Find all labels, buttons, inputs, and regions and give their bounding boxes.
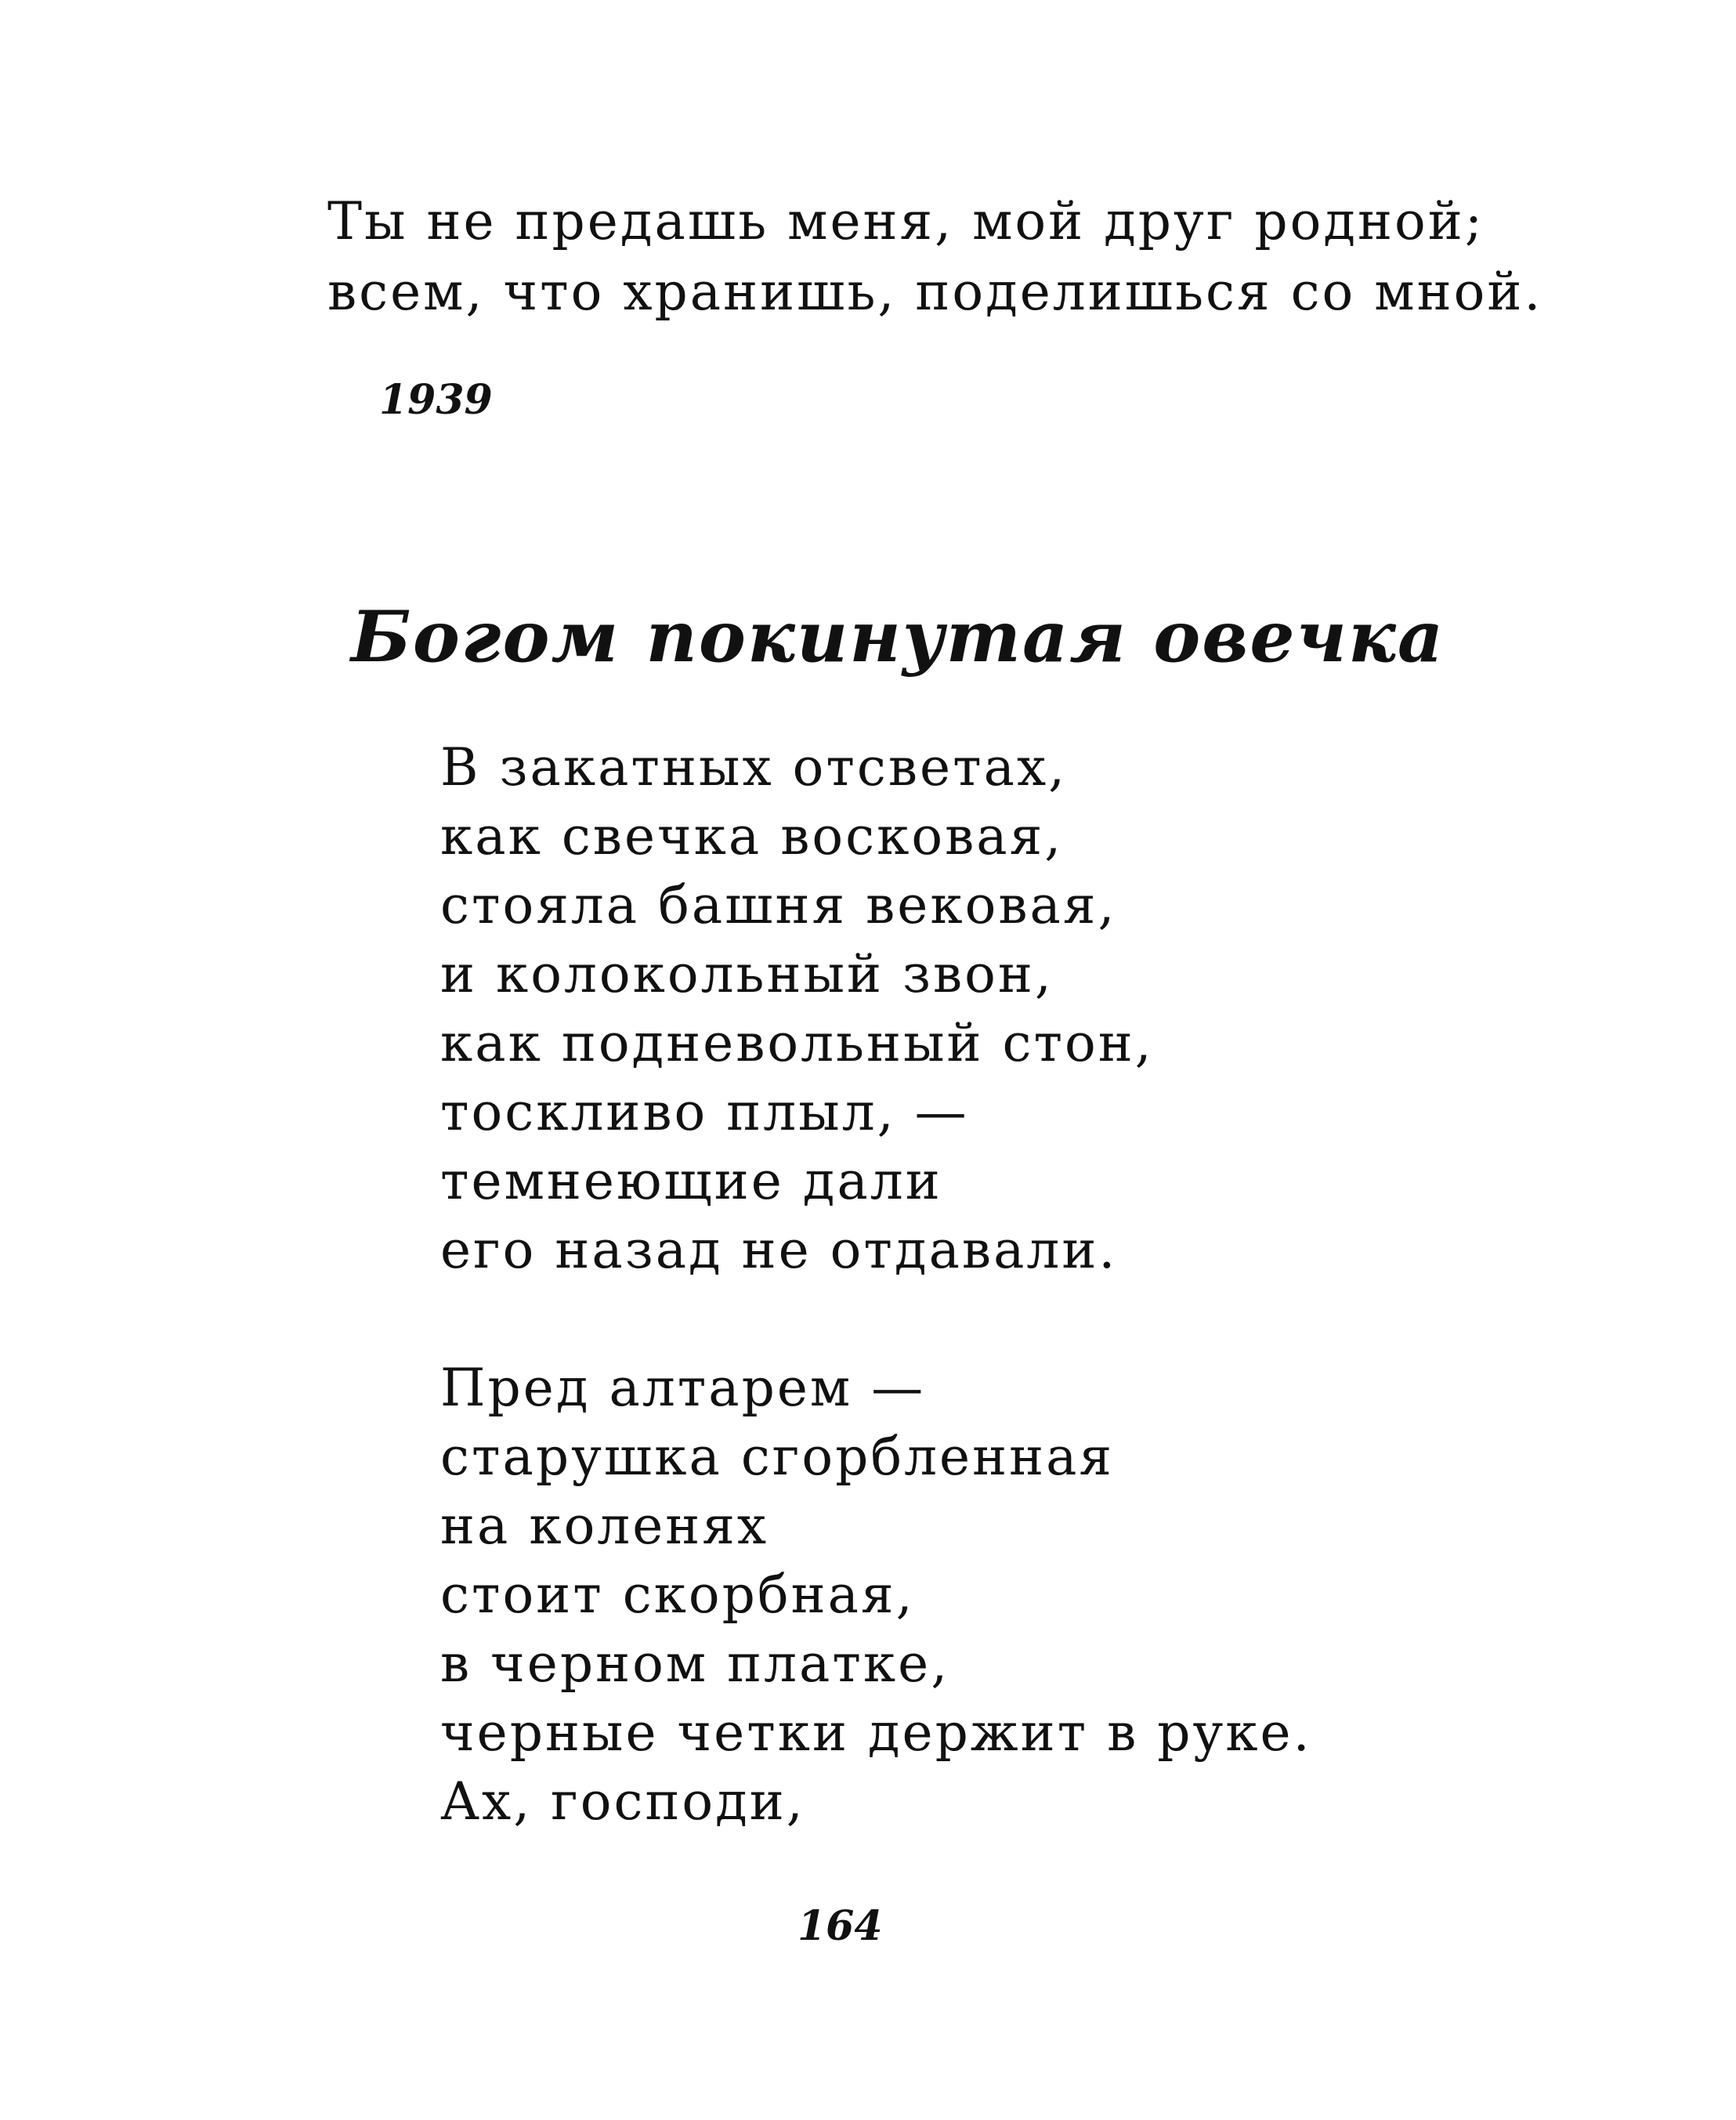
poem-line: стоит скорбная,: [440, 1565, 915, 1625]
poem-title: Богом покинутая овечка: [351, 595, 1445, 678]
poem-line: старушка сгорбленная: [440, 1427, 1115, 1487]
poem-line: Ты не предашь меня, мой друг родной;: [327, 191, 1485, 251]
stanza-1: [440, 733, 1615, 1285]
poem-line: Ах, господи,: [440, 1771, 805, 1832]
poem-line: Пред алтарем —: [440, 1358, 926, 1418]
poem-date: 1939: [379, 376, 493, 424]
poem-line: его назад не отдавали.: [440, 1220, 1118, 1280]
poem-line: как свечка восковая,: [440, 806, 1064, 866]
poem-line: и колокольный звон,: [440, 944, 1054, 1004]
poem-line: в черном платке,: [440, 1633, 950, 1694]
poem-line: на коленях: [440, 1496, 769, 1556]
poem-line: всем, что хранишь, поделишься со мной.: [327, 262, 1543, 322]
stanza-2: [440, 1354, 1615, 1836]
poem-line: как подневольный стон,: [440, 1013, 1154, 1073]
page-number: 164: [797, 1902, 883, 1950]
poem-line: В закатных отсветах,: [440, 737, 1068, 798]
poem-line: стояла башня вековая,: [440, 875, 1117, 935]
poem-line: черные четки держит в руке.: [440, 1702, 1312, 1763]
poem-line: тоскливо плыл, —: [440, 1082, 969, 1142]
poem-line: темнеющие дали: [440, 1151, 942, 1211]
previous-poem-ending: [327, 186, 1543, 327]
